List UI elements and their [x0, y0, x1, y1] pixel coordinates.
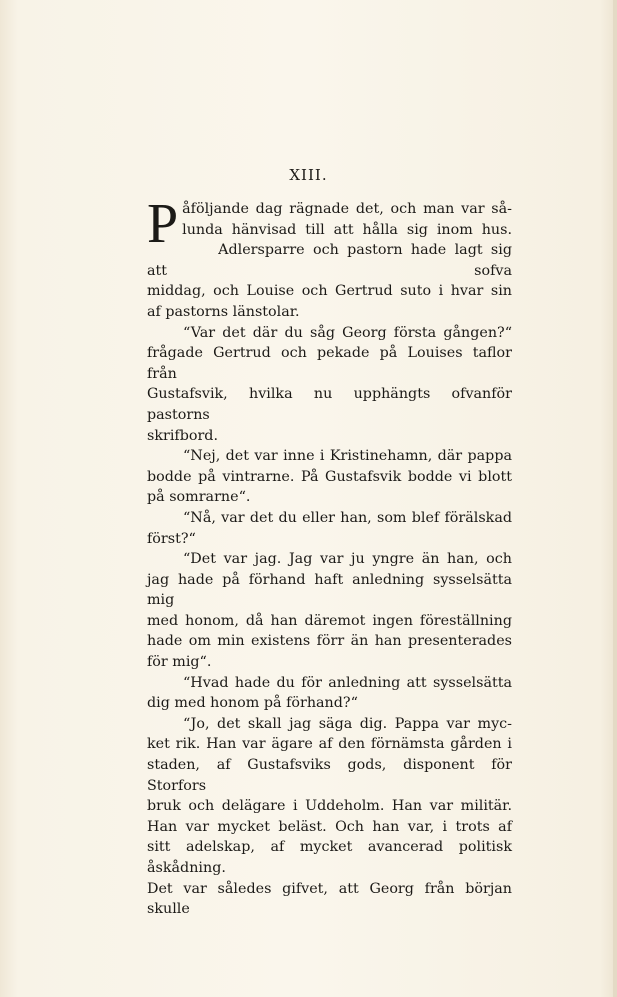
text-line: Det var således gifvet, att Georg från början skulle	[147, 880, 512, 918]
text-line: åföljande dag rägnade det, och man var så-	[182, 201, 512, 217]
text-line: Han var mycket beläst. Och han var, i trots af	[147, 818, 512, 835]
text-line: först?“	[147, 530, 196, 547]
paragraph-5	[147, 508, 512, 549]
text-line: hade om min existens förr än han presenterades	[147, 633, 512, 650]
paragraph-4	[147, 446, 512, 508]
text-line: “Nej, det var inne i Kristinehamn, där pappa	[183, 448, 512, 465]
text-line: på somrarne“.	[147, 489, 251, 506]
paragraph-8	[147, 714, 512, 920]
chapter-heading: XIII.	[289, 166, 328, 184]
paragraph-1	[147, 193, 512, 255]
text-line: Gustafsvik, hvilka nu upphängts ofvanför pastorns	[147, 386, 512, 423]
page-edge	[613, 0, 617, 997]
drop-cap-letter: P	[147, 193, 179, 255]
text-line: “Det var jag. Jag var ju yngre än han, och	[183, 551, 512, 568]
paragraph-7	[147, 673, 512, 714]
text-line: “Jo, det skall jag säga dig. Pappa var myc-	[183, 715, 512, 732]
text-line: Adlersparre och pastorn hade lagt sig att sofva	[147, 242, 512, 279]
paragraph-6	[147, 549, 512, 673]
text-line: bruk och delägare i Uddeholm. Han var militär.	[147, 798, 512, 815]
text-line: “Var det där du såg Georg första gången?“	[183, 324, 512, 341]
text-line: af pastorns länstolar.	[147, 303, 300, 320]
paragraph-2	[147, 240, 512, 322]
body-text	[147, 193, 512, 920]
text-line: “Hvad hade du för anledning att sysselsätta	[183, 674, 512, 691]
text-line: sitt adelskap, af mycket avancerad politisk åskådning.	[147, 839, 512, 876]
text-line: skrifbord.	[147, 427, 218, 444]
paragraph-3	[147, 323, 512, 447]
text-line: ket rik. Han var ägare af den förnämsta gården i	[147, 736, 512, 753]
text-line: dig med honom på förhand?“	[147, 695, 358, 712]
text-line: för mig“.	[147, 654, 212, 671]
text-line: med honom, då han däremot ingen föreställning	[147, 612, 512, 629]
text-line: jag hade på förhand haft anledning sysselsätta mig	[147, 571, 512, 609]
text-line: “Nå, var det du eller han, som blef förälskad	[183, 509, 512, 526]
text-line: staden, af Gustafsviks gods, disponent för Storfors	[147, 757, 512, 794]
text-line: frågade Gertrud och pekade på Louises taflor från	[147, 345, 512, 382]
text-line: lunda hänvisad till att hålla sig inom hus.	[182, 221, 512, 238]
text-line: middag, och Louise och Gertrud suto i hvar sin	[147, 283, 512, 300]
text-line: bodde på vintrarne. På Gustafsvik bodde vi blott	[147, 468, 512, 485]
